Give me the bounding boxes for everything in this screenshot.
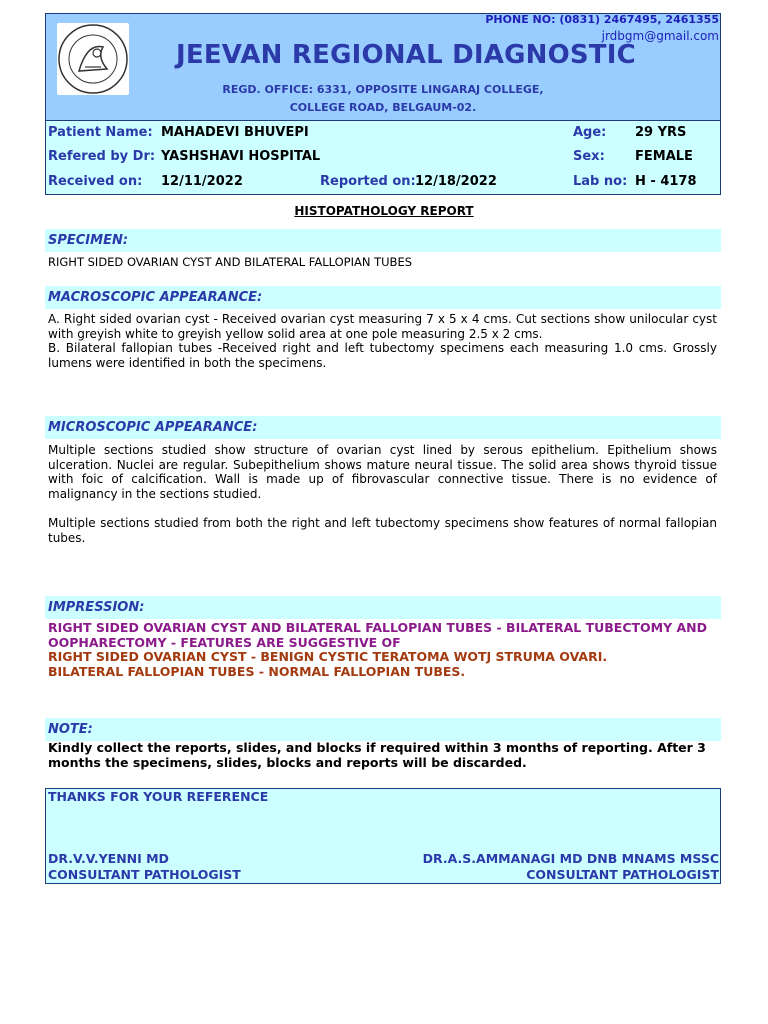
doctor-right-title: CONSULTANT PATHOLOGIST: [526, 867, 719, 882]
address-line-2: COLLEGE ROAD, BELGAUM-02.: [289, 101, 477, 114]
macroscopic-text-b: B. Bilateral fallopian tubes -Received right and left tubectomy specimens each measuring 1.0 cms. Grossly lumens were identified in both the specimens.: [48, 341, 717, 370]
impression-line-1: RIGHT SIDED OVARIAN CYST AND BILATERAL FALLOPIAN TUBES - BILATERAL TUBECTOMY AND OOPHARECTOMY - FEATURES ARE SUGGESTIVE OF: [48, 620, 708, 650]
sex-value: FEMALE: [635, 149, 693, 164]
patient-name: MAHADEVI BHUVEPI: [161, 125, 309, 140]
phone-number: PHONE NO: (0831) 2467495, 2461355: [485, 13, 719, 26]
reported-label: Reported on:: [320, 174, 416, 189]
note-text: Kindly collect the reports, slides, and blocks if required within 3 months of reporting. After 3 months the specimens, slides, blocks and reports will be discarded.: [48, 740, 706, 770]
impression-heading: IMPRESSION:: [45, 596, 721, 619]
thanks-text: THANKS FOR YOUR REFERENCE: [48, 789, 269, 804]
received-date: 12/11/2022: [161, 174, 243, 189]
macroscopic-heading: MACROSCOPIC APPEARANCE:: [45, 286, 721, 309]
lab-title: JEEVAN REGIONAL DIAGNOSTIC: [176, 40, 636, 70]
referred-label: Refered by Dr:: [48, 149, 156, 164]
impression-line-3: BILATERAL FALLOPIAN TUBES - NORMAL FALLOPIAN TUBES.: [48, 664, 466, 679]
doctor-left-title: CONSULTANT PATHOLOGIST: [48, 867, 241, 882]
report-title: HISTOPATHOLOGY REPORT: [294, 204, 474, 218]
macroscopic-text-a: A. Right sided ovarian cyst - Received ovarian cyst measuring 7 x 5 x 4 cms. Cut sections show unilocular cyst with greyish white to greyish yellow solid area at one pole measuring 2.5 x 2 cms.: [48, 312, 717, 341]
received-label: Received on:: [48, 174, 143, 189]
lab-no-label: Lab no:: [573, 174, 628, 189]
specimen-text: RIGHT SIDED OVARIAN CYST AND BILATERAL FALLOPIAN TUBES: [48, 255, 413, 269]
microscopic-heading: MICROSCOPIC APPEARANCE:: [45, 416, 721, 439]
sex-label: Sex:: [573, 149, 605, 164]
age-label: Age:: [573, 125, 607, 140]
referred-value: YASHSHAVI HOSPITAL: [161, 149, 321, 164]
address-line-1: REGD. OFFICE: 6331, OPPOSITE LINGARAJ COLLEGE,: [222, 83, 544, 96]
reported-date: 12/18/2022: [415, 174, 497, 189]
impression-line-2: RIGHT SIDED OVARIAN CYST - BENIGN CYSTIC TERATOMA WOTJ STRUMA OVARI.: [48, 649, 608, 664]
doctor-right-name: DR.A.S.AMMANAGI MD DNB MNAMS MSSC: [422, 851, 719, 866]
lab-no-value: H - 4178: [635, 174, 697, 189]
doctor-left-name: DR.V.V.YENNI MD: [48, 851, 169, 866]
microscopic-text-1: Multiple sections studied show structure of ovarian cyst lined by serous epithelium. Epithelium shows ulceration. Nuclei are regular. Subepithelium shows mature neural tissue. The solid area shows thyroid tissue with foic of calcification. Wall is made up of fibrovascular connective tissue. There is no evidence of malignancy in the sections studied.: [48, 443, 717, 501]
specimen-heading: SPECIMEN:: [45, 229, 721, 252]
patient-name-label: Patient Name:: [48, 125, 153, 140]
email-address: jrdbgm@gmail.com: [601, 29, 719, 43]
microscopic-text-2: Multiple sections studied from both the right and left tubectomy specimens show features of normal fallopian tubes.: [48, 516, 717, 545]
age-value: 29 YRS: [635, 125, 687, 140]
note-heading: NOTE:: [45, 718, 721, 741]
